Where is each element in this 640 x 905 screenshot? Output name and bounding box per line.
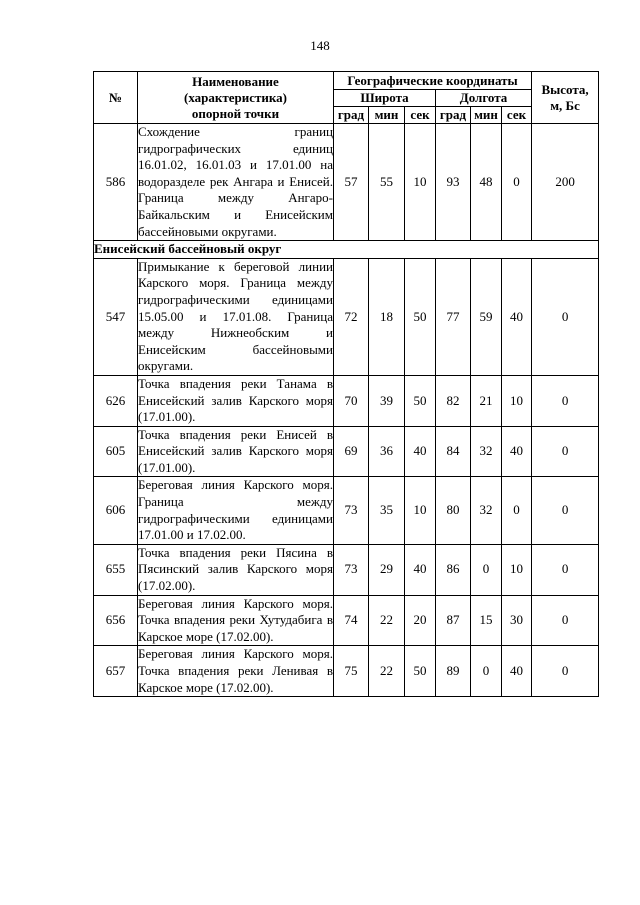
lon-minutes: 48 [471,124,502,241]
header-number: № [94,72,138,124]
height-value: 0 [532,646,599,697]
point-name: Схождение границ гидрографических единиц 16.01.02, 16.01.03 и 17.01.00 на водоразделе рек Ангара и Енисей. Граница между Ангаро-Байкальским и Енисейским бассейновыми округами. [138,124,334,241]
lat-minutes: 29 [369,544,405,595]
lon-seconds: 40 [502,426,532,477]
reference-points-table [93,71,599,697]
lon-minutes: 32 [471,477,502,544]
lat-seconds: 50 [405,375,436,426]
lat-degrees: 73 [334,544,369,595]
lat-seconds: 10 [405,477,436,544]
lat-degrees: 73 [334,477,369,544]
table-row [94,646,599,697]
point-name: Точка впадения реки Пясина в Пясинский залив Карского моря (17.02.00). [138,544,334,595]
header-lon-minutes: мин [471,107,502,124]
lat-minutes: 22 [369,646,405,697]
point-name: Береговая линия Карского моря. Точка впадения реки Ленивая в Карское море (17.02.00). [138,646,334,697]
point-number: 657 [94,646,138,697]
height-value: 0 [532,477,599,544]
point-number: 655 [94,544,138,595]
lat-seconds: 10 [405,124,436,241]
lon-degrees: 86 [436,544,471,595]
lat-minutes: 22 [369,595,405,646]
lat-seconds: 20 [405,595,436,646]
lon-degrees: 77 [436,258,471,375]
table-row [94,595,599,646]
lon-minutes: 32 [471,426,502,477]
header-lon-degrees: град [436,107,471,124]
point-name: Точка впадения реки Енисей в Енисейский залив Карского моря (17.01.00). [138,426,334,477]
lat-minutes: 39 [369,375,405,426]
section-title: Енисейский бассейновый округ [94,241,599,259]
lat-degrees: 57 [334,124,369,241]
point-name: Береговая линия Карского моря. Граница между гидрографическими единицами 17.01.00 и 17.02.00. [138,477,334,544]
lat-seconds: 50 [405,646,436,697]
height-value: 200 [532,124,599,241]
header-longitude: Долгота [436,90,532,107]
lat-degrees: 75 [334,646,369,697]
point-number: 586 [94,124,138,241]
header-geo-coordinates: Географические координаты [334,72,532,90]
header-height [532,72,599,124]
lat-seconds: 40 [405,426,436,477]
lon-seconds: 0 [502,477,532,544]
lon-minutes: 15 [471,595,502,646]
lat-degrees: 69 [334,426,369,477]
point-number: 626 [94,375,138,426]
page-number: 148 [310,38,330,53]
point-number: 605 [94,426,138,477]
point-name: Точка впадения реки Танама в Енисейский залив Карского моря (17.01.00). [138,375,334,426]
header-lat-degrees: град [334,107,369,124]
section-row [94,241,599,259]
lat-degrees: 72 [334,258,369,375]
height-value: 0 [532,375,599,426]
table-row [94,124,599,241]
lat-degrees: 70 [334,375,369,426]
table-body [94,124,599,697]
lon-seconds: 40 [502,646,532,697]
header-lon-seconds: сек [502,107,532,124]
lon-seconds: 10 [502,375,532,426]
lat-minutes: 35 [369,477,405,544]
lat-seconds: 50 [405,258,436,375]
lon-minutes: 21 [471,375,502,426]
header-name-line3: опорной точки [191,105,280,121]
header-name-line2: (характеристика) [183,89,288,105]
lon-degrees: 82 [436,375,471,426]
lon-degrees: 89 [436,646,471,697]
header-name-line1: Наименование [192,73,279,89]
lon-minutes: 0 [471,646,502,697]
point-number: 606 [94,477,138,544]
lon-minutes: 0 [471,544,502,595]
lat-seconds: 40 [405,544,436,595]
lon-minutes: 59 [471,258,502,375]
height-value: 0 [532,426,599,477]
header-height-line2: м, Бс [550,97,580,113]
table-row [94,258,599,375]
point-name: Береговая линия Карского моря. Точка впадения реки Хутудабига в Карское море (17.02.00). [138,595,334,646]
point-name: Примыкание к береговой линии Карского моря. Граница между гидрографическими единицами 15.05.00 и 17.01.08. Граница между Нижнеобским и Енисейским бассейновыми округами. [138,258,334,375]
lon-degrees: 84 [436,426,471,477]
lon-degrees: 87 [436,595,471,646]
table-row [94,544,599,595]
header-lat-seconds: сек [405,107,436,124]
lon-seconds: 40 [502,258,532,375]
lon-degrees: 93 [436,124,471,241]
lon-seconds: 0 [502,124,532,241]
height-value: 0 [532,595,599,646]
header-height-line1: Высота, [541,81,589,97]
lon-degrees: 80 [436,477,471,544]
point-number: 656 [94,595,138,646]
header-name [138,72,334,124]
table-row [94,375,599,426]
lat-minutes: 55 [369,124,405,241]
header-lat-minutes: мин [369,107,405,124]
height-value: 0 [532,544,599,595]
lon-seconds: 30 [502,595,532,646]
table-row [94,426,599,477]
point-number: 547 [94,258,138,375]
lat-degrees: 74 [334,595,369,646]
lat-minutes: 36 [369,426,405,477]
lat-minutes: 18 [369,258,405,375]
table-row [94,477,599,544]
height-value: 0 [532,258,599,375]
header-latitude: Широта [334,90,436,107]
lon-seconds: 10 [502,544,532,595]
